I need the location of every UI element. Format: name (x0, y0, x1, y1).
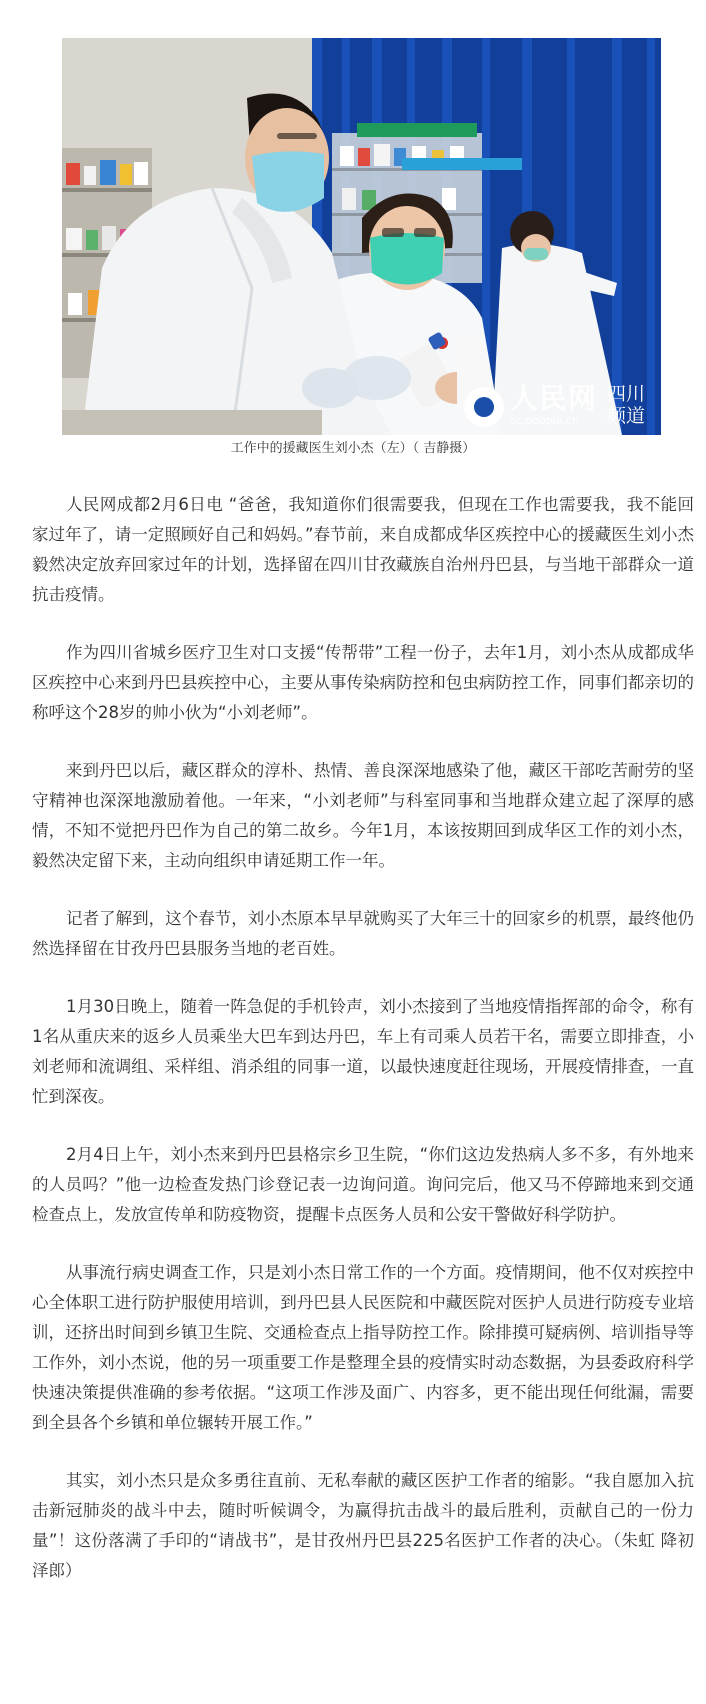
paragraph: 从事流行病史调查工作，只是刘小杰日常工作的一个方面。疫情期间，他不仅对疾控中心全体职工进行防护服使用培训，到丹巴县人民医院和中藏医院对医护人员进行防疫专业培训，还挤出时间到乡镇卫生院、交通检查点上指导防控工作。除排摸可疑病例、培训指导等工作外，刘小杰说，他的另一项重要工作是整理全县的疫情实时动态数据，为县委政府科学快速决策提供准确的参考依据。“这项工作涉及面广、内容多，更不能出现任何纰漏，需要到全县各个乡镇和单位辗转开展工作。” (32, 1263, 694, 1432)
paragraph: 记者了解到，这个春节，刘小杰原本早早就购买了大年三十的回家乡的机票，最终他仍然选择留在甘孜丹巴县服务当地的老百姓。 (32, 909, 694, 958)
paragraph: 1月30日晚上，随着一阵急促的手机铃声，刘小杰接到了当地疫情指挥部的命令，称有1名从重庆来的返乡人员乘坐大巴车到达丹巴，车上有司乘人员若干名，需要立即排查，小刘老师和流调组、采样组、消杀组的同事一道，以最快速度赶往现场，开展疫情排查，一直忙到深夜。 (32, 997, 694, 1106)
paragraph: 其实，刘小杰只是众多勇往直前、无私奉献的藏区医护工作者的缩影。“我自愿加入抗击新冠肺炎的战斗中去，随时听候调令，为赢得抗击战斗的最后胜利，贡献自己的一份力量”！这份落满了手印的“请战书”，是甘孜州丹巴县225名医护工作者的决心。（朱虹 降初泽郎） (32, 1471, 694, 1580)
photo-caption: 工作中的援藏医生刘小杰（左）（ 吉静摄） (230, 441, 476, 456)
photo-illustration (62, 38, 661, 435)
photo-watermark (464, 383, 647, 427)
paragraph: 人民网成都2月6日电 “爸爸，我知道你们很需要我，但现在工作也需要我，我不能回家过年了，请一定照顾好自己和妈妈。”春节前，来自成都成华区疾控中心的援藏医生刘小杰毅然决定放弃回家过年的计划，选择留在四川甘孜藏族自治州丹巴县，与当地干部群众一道抗击疫情。 (32, 495, 694, 604)
paragraph: 2月4日上午，刘小杰来到丹巴县格宗乡卫生院，“你们这边发热病人多不多，有外地来的人员吗？”他一边检查发热门诊登记表一边询问道。询问完后，他又马不停蹄地来到交通检查点上，发放宣传单和防疫物资，提醒卡点医务人员和公安干警做好科学防护。 (32, 1145, 694, 1224)
people-daily-logo-icon (464, 387, 504, 427)
watermark-url: sc.people.cn (509, 414, 580, 427)
article-body (32, 490, 694, 1614)
paragraph: 来到丹巴以后，藏区群众的淳朴、热情、善良深深地感染了他，藏区干部吃苦耐劳的坚守精神也深深地激励着他。一年来，“小刘老师”与科室同事和当地群众建立起了深厚的感情，不知不觉把丹巴作为自己的第二故乡。今年1月，本该按期回到成华区工作的刘小杰，毅然决定留下来，主动向组织申请延期工作一年。 (32, 761, 694, 870)
paragraph: 作为四川省城乡医疗卫生对口支援“传帮带”工程一份子，去年1月，刘小杰从成都成华区疾控中心来到丹巴县疾控中心，主要从事传染病防控和包虫病防控工作，同事们都亲切的称呼这个28岁的帅小伙为“小刘老师”。 (32, 643, 694, 722)
watermark-brand: 人民网 (509, 382, 597, 415)
article-photo (62, 38, 661, 435)
watermark-channel: 四川频道 (607, 383, 646, 427)
